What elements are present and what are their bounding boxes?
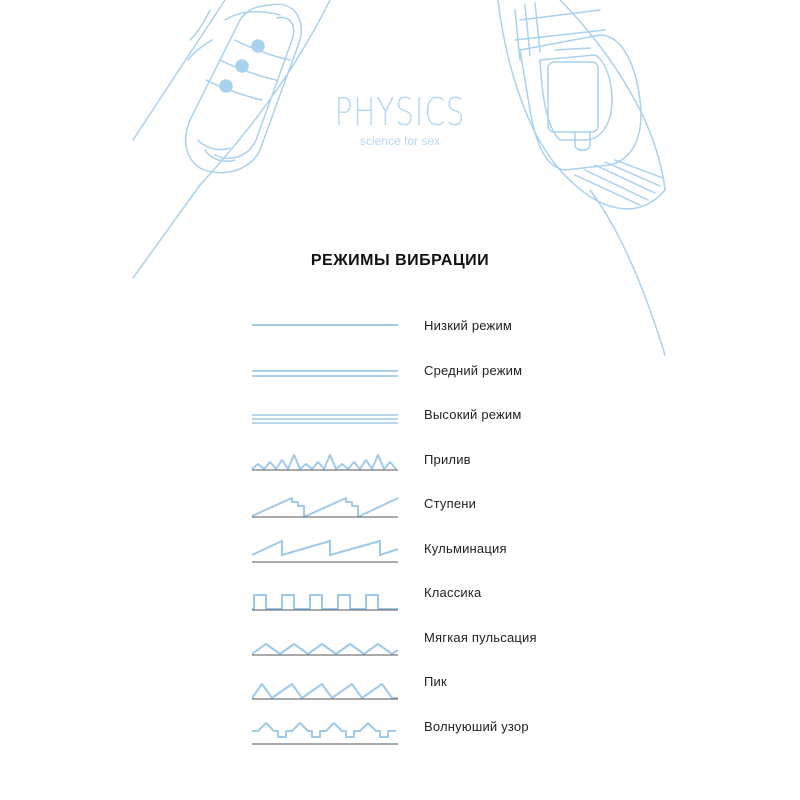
brand-tagline: science for sex: [359, 134, 441, 148]
mode-label: Высокий режим: [424, 407, 522, 422]
mode-row-wave-pattern: [250, 707, 590, 752]
square-pulses-icon: [250, 573, 400, 617]
soft-triangles-icon: [250, 618, 400, 662]
mode-row-medium: [250, 351, 590, 396]
mode-label: Пик: [424, 674, 447, 689]
triple-line-icon: [250, 395, 400, 439]
peaks-icon: [250, 662, 400, 706]
double-line-icon: [250, 351, 400, 395]
stair-ramps-icon: [250, 484, 400, 528]
mode-row-low: [250, 306, 590, 351]
single-line-icon: [250, 306, 400, 350]
mode-row-steps: [250, 484, 590, 529]
vibration-mode-list: [250, 306, 590, 751]
mode-label: Мягкая пульсация: [424, 629, 537, 645]
brand-name: PHYSICS: [334, 90, 466, 134]
mode-row-peak: [250, 662, 590, 707]
mode-row-climax: [250, 529, 590, 574]
mode-label: Прилив: [424, 451, 471, 467]
sawtooth-icon: [250, 529, 400, 573]
mode-label: Кульминация: [424, 540, 507, 556]
page-title: РЕЖИМЫ ВИБРАЦИИ: [310, 252, 490, 269]
right-device-drawing: [498, 0, 665, 355]
brand-logo: [300, 92, 500, 148]
mode-row-soft-pulse: [250, 618, 590, 663]
wave-steps-icon: [250, 707, 400, 751]
mode-row-tide: [250, 440, 590, 485]
mode-label: Средний режим: [424, 362, 523, 378]
mode-row-classic: [250, 573, 590, 618]
mode-label: Классика: [424, 585, 482, 600]
mode-label: Волнуюший узор: [424, 718, 529, 734]
mode-row-high: [250, 395, 590, 440]
mode-label: Ступени: [424, 496, 477, 511]
rising-triangles-icon: [250, 440, 400, 484]
mode-label: Низкий режим: [424, 318, 513, 333]
